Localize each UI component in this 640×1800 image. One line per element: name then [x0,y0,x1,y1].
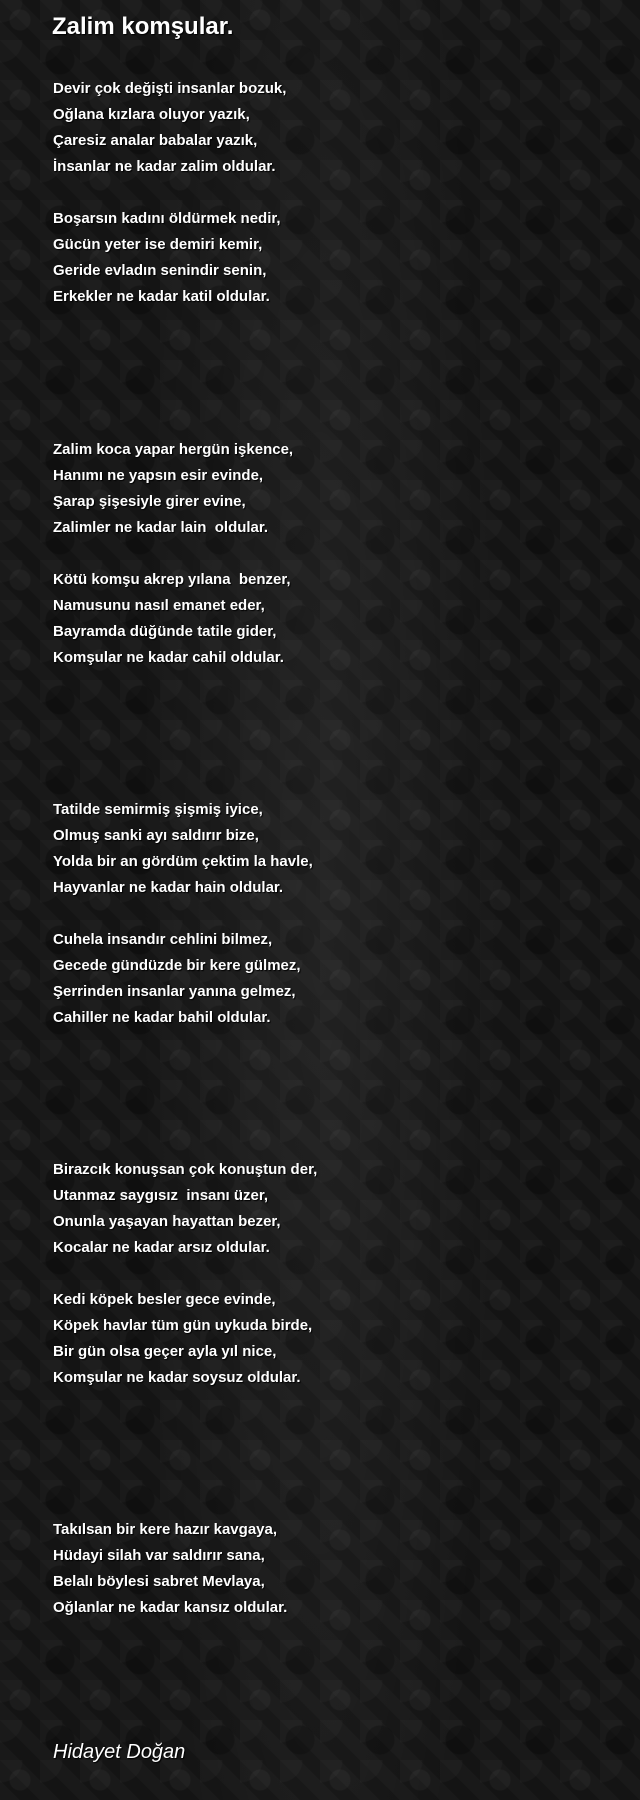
poem-line: Geride evladın senindir senin, [53,262,267,279]
stanza-8 [53,1287,613,1391]
poem-line: İnsanlar ne kadar zalim oldular. [53,158,276,175]
poem-line: Zalim koca yapar hergün işkence, [53,441,294,458]
poem-line: Kocalar ne kadar arsız oldular. [53,1239,270,1256]
poem-line: Şerrinden insanlar yanına gelmez, [53,983,296,1000]
stanza-1 [53,76,613,180]
poem-line: Hanımı ne yapsın esir evinde, [53,467,264,484]
stanza-2 [53,206,613,310]
poem-line: Onunla yaşayan hayattan bezer, [53,1213,281,1230]
poem-line: Zalimler ne kadar lain oldular. [53,519,269,536]
poem-line: Bir gün olsa geçer ayla yıl nice, [53,1343,277,1360]
poem-line: Şarap şişesiyle girer evine, [53,493,246,510]
poem-line: Namusunu nasıl emanet eder, [53,597,265,614]
poem-line: Yolda bir an gördüm çektim la havle, [53,853,313,870]
poem-line: Kötü komşu akrep yılana benzer, [53,571,291,588]
poem-line: Çaresiz analar babalar yazık, [53,132,258,149]
poem-line: Takılsan bir kere hazır kavgaya, [53,1521,278,1538]
poem-line: Boşarsın kadını öldürmek nedir, [53,210,281,227]
poem-line: Belalı böylesi sabret Mevlaya, [53,1573,265,1590]
stanza-7 [53,1157,613,1261]
poem-line: Birazcık konuşsan çok konuştun der, [53,1161,318,1178]
poem-line: Komşular ne kadar cahil oldular. [53,649,284,666]
poem-line: Utanmaz saygısız insanı üzer, [53,1187,269,1204]
poem-line: Erkekler ne kadar katil oldular. [53,288,270,305]
poem-line: Hayvanlar ne kadar hain oldular. [53,879,284,896]
stanza-4 [53,567,613,671]
poem-line: Oğlanlar ne kadar kansız oldular. [53,1599,288,1616]
poem-line: Gecede gündüzde bir kere gülmez, [53,957,301,974]
poem-line: Kedi köpek besler gece evinde, [53,1291,276,1308]
poem-line: Olmuş sanki ayı saldırır bize, [53,827,259,844]
stanza-3 [53,437,613,541]
poem-title: Zalim komşular. [52,13,234,40]
poem-line: Bayramda düğünde tatile gider, [53,623,277,640]
poem-line: Oğlana kızlara oluyor yazık, [53,106,250,123]
poem-line: Köpek havlar tüm gün uykuda birde, [53,1317,313,1334]
poem-line: Devir çok değişti insanlar bozuk, [53,80,287,97]
poem-line: Hüdayi silah var saldırır sana, [53,1547,265,1564]
poem-line: Komşular ne kadar soysuz oldular. [53,1369,301,1386]
stanza-9 [53,1517,613,1621]
poem-line: Gücün yeter ise demiri kemir, [53,236,263,253]
poem-author: Hidayet Doğan [53,1741,186,1763]
poem-line: Tatilde semirmiş şişmiş iyice, [53,801,263,818]
poem-line: Cuhela insandır cehlini bilmez, [53,931,273,948]
poem-line: Cahiller ne kadar bahil oldular. [53,1009,271,1026]
stanza-5 [53,797,613,901]
stanza-6 [53,927,613,1031]
